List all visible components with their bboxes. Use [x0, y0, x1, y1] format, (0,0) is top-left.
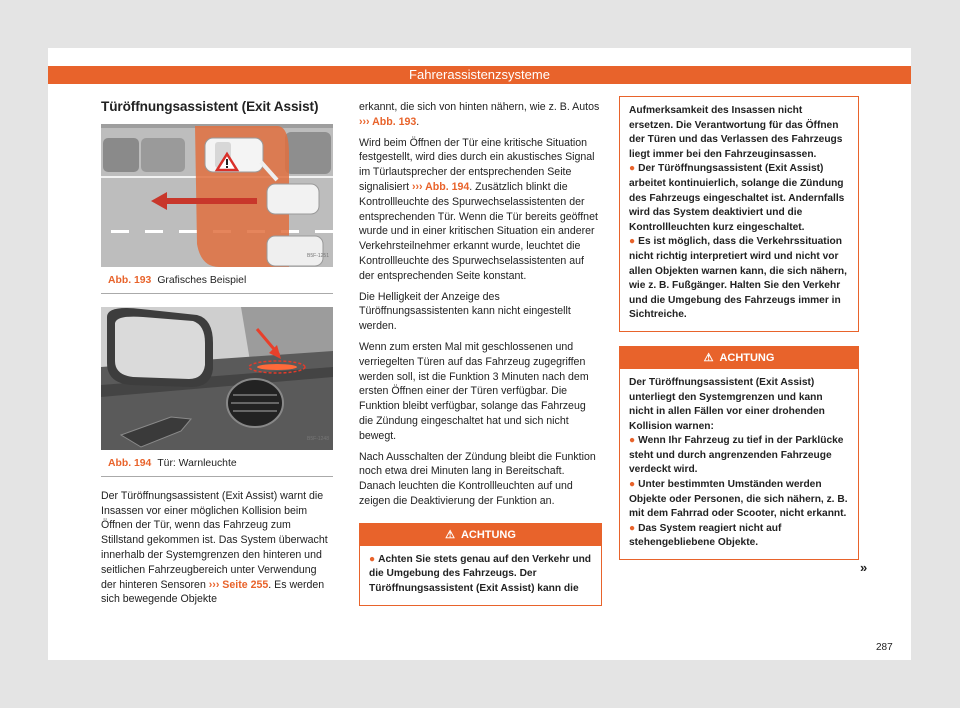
- bullet-icon: ●: [629, 435, 636, 447]
- body-paragraph: Wenn zum ersten Mal mit geschlossenen und verriegelten Türen auf das Fahrzeug zugegriffen werden soll, ist die Funktion 3 Minuten nach dem ersten Öffnen einer der Türen verfügbar. Die Funktion bleibt verfügbar, solange das Fahrzeug die Zündung eingeschaltet hat und sich nicht bewegt.: [359, 340, 589, 442]
- warning-header: [620, 347, 858, 369]
- body-paragraph: Nach Ausschalten der Zündung bleibt die Funktion noch etwa drei Minuten lang in Bereitschaft. Danach leuchten die Kontrollleuchten auf und zeigen die Deaktivierung der Funktion an.: [359, 450, 596, 507]
- figure-caption-text: Tür: Warnleuchte: [157, 457, 237, 469]
- figure-code: B5F-1248: [307, 436, 329, 442]
- warning-bullet: [629, 478, 849, 522]
- warning-box: [619, 346, 859, 560]
- column-left: [101, 100, 333, 613]
- warning-label: ACHTUNG: [460, 528, 516, 541]
- text-run: . Zusätzlich blinkt die Kontrollleuchte des Spurwechselassistenten der entsprechenden Tür. Wenn die Tür bereits geöffnet wurde und in einer kritischen Situation ein anderer Verkehrsteilnehmer erkannt wurde, leuchtet die Kontrollleuchte des Spurwechselassistenten auf der entsprechenden Seite konstant.: [359, 180, 598, 282]
- text-run: Wird beim Öffnen der Tür eine kritische Situation festgestellt, wird dies durch ein akustisches Signal im Türlautsprecher der entsprechenden Seite signalisiert: [359, 136, 595, 193]
- bullet-icon: ●: [629, 522, 636, 534]
- body-paragraph: [359, 100, 602, 130]
- bullet-icon: ●: [629, 163, 636, 175]
- bullet-icon: ●: [629, 479, 636, 491]
- warning-header: [360, 524, 601, 546]
- figure-link[interactable]: ››› Abb. 193: [359, 115, 417, 128]
- warning-body: [360, 546, 601, 605]
- figure-caption: [108, 457, 333, 473]
- text-run: Der Türöffnungsassistent (Exit Assist) warnt die Insassen vor einer möglichen Kollision beim Öffnen der Tür, wenn das Fahrzeug zum Stillstand gekommen ist. Das System überwacht innerhalb der Systemgrenzen den hinteren und seitlichen Fahrzeugbereich unter Verwendung der hinteren Sensoren: [101, 489, 328, 591]
- warning-triangle-icon: ⚠: [445, 528, 455, 541]
- figure-link[interactable]: ››› Abb. 194: [412, 180, 470, 193]
- figure-graphic-example: [101, 124, 333, 267]
- figure-code: B5F-1251: [307, 253, 329, 259]
- notice-bullet-text: Der Türöffnungsassistent (Exit Assist) arbeitet kontinuierlich, solange die Zündung des Fahrzeugs eingeschaltet ist. Andernfalls wird das System deaktiviert und die Kontrollleuchten kurz eingeschaltet.: [629, 163, 845, 233]
- section-title: Türöffnungsassistent (Exit Assist): [101, 99, 319, 114]
- warning-bullet-text: Wenn Ihr Fahrzeug zu tief in der Parklücke steht und durch angrenzenden Fahrzeuge verdeckt wird.: [629, 435, 844, 476]
- column-right: [619, 96, 859, 560]
- warning-bullet: [629, 434, 849, 478]
- divider: [101, 293, 333, 294]
- road-scene-illustration: [101, 124, 333, 267]
- figure-door-warning-light: [101, 307, 333, 450]
- bullet-icon: ●: [629, 236, 636, 248]
- divider: [101, 476, 333, 477]
- warning-intro: Der Türöffnungsassistent (Exit Assist) unterliegt den Systemgrenzen und kann nicht in allen Fällen vor einer drohenden Kollision warnen:: [629, 376, 825, 432]
- figure-caption: [108, 274, 333, 290]
- notice-body: [620, 97, 858, 331]
- door-mirror-illustration: [101, 307, 333, 450]
- text-run: . Es werden sich bewegende Objekte: [101, 578, 325, 606]
- notice-bullet-text: Es ist möglich, dass die Verkehrssituation nicht richtig interpretiert wird und nicht vor allen Objekten warnen kann, die sich nähern, wie z. B. Fußgänger. Halten Sie den Verkehr und die Umgebung des Fahrzeugs immer in Sichtreiche.: [629, 236, 847, 321]
- body-paragraph: Die Helligkeit der Anzeige des Türöffnungsassistenten kann nicht eingestellt werden.: [359, 290, 571, 333]
- notice-intro: Aufmerksamkeit des Insassen nicht ersetzen. Die Verantwortung für das Öffnen der Türen und das Verlassen des Fahrzeugs liegt immer bei den Fahrzeuginsassen.: [629, 105, 843, 160]
- body-paragraph: [359, 136, 602, 284]
- text-run: .: [416, 115, 420, 128]
- continue-marker: »: [860, 560, 868, 575]
- figure-ref: Abb. 193: [108, 274, 152, 286]
- notice-bullet: [629, 162, 849, 235]
- bullet-icon: ●: [369, 553, 376, 565]
- warning-triangle-icon: ⚠: [703, 351, 714, 364]
- column-middle: [359, 100, 602, 606]
- figure-ref: Abb. 194: [108, 457, 152, 469]
- notice-box: [619, 96, 859, 332]
- warning-body: [620, 369, 858, 559]
- warning-box: [359, 523, 602, 606]
- notice-bullet: [629, 235, 849, 323]
- figure-caption-text: Grafisches Beispiel: [157, 274, 247, 286]
- warning-bullet-text: Das System reagiert nicht auf stehengebliebene Objekte.: [629, 522, 782, 549]
- warning-label: ACHTUNG: [719, 351, 775, 364]
- warning-bullet-text: Achten Sie stets genau auf den Verkehr und die Umgebung des Fahrzeugs. Der Türöffnungsassistent (Exit Assist) kann die: [369, 553, 592, 594]
- body-paragraph: [101, 489, 333, 607]
- page-number: 287: [876, 642, 893, 653]
- warning-bullet-text: Unter bestimmten Umständen werden Objekte oder Personen, die sich nähern, z. B. mit dem Fahrrad oder Scooter, nicht erkannt.: [629, 479, 848, 520]
- text-run: erkannt, die sich von hinten nähern, wie z. B. Autos: [359, 101, 600, 113]
- chapter-header: Fahrerassistenzsysteme: [48, 66, 911, 84]
- page-link[interactable]: ››› Seite 255: [208, 578, 269, 591]
- warning-bullet: [629, 522, 849, 551]
